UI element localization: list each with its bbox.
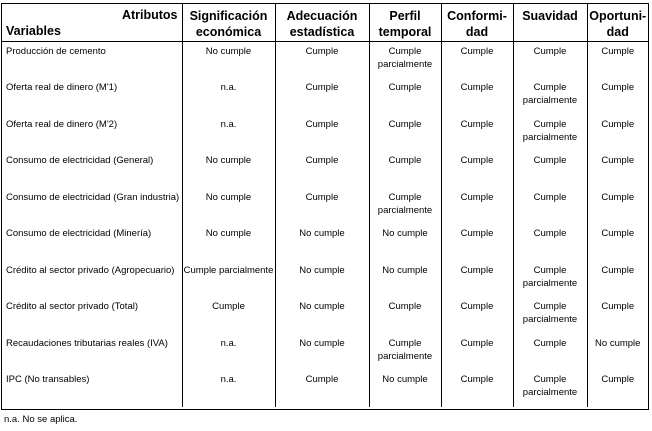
table-cell: Cumple [513,334,587,371]
table-row [2,115,648,152]
header-suavidad: Suavidad [513,4,587,42]
header-adecuacion: Adecuación estadística [275,4,369,42]
table-cell: Cumple parcialmente [513,78,587,115]
table-cell: Cumple [275,370,369,407]
header-conformidad: Conformi- dad [441,4,513,42]
table-cell: Cumple [275,188,369,225]
header-corner-cell [2,4,182,42]
table-cell: Cumple parcialmente [369,42,441,79]
table-cell: Cumple [275,42,369,79]
table-cell: Cumple [587,224,648,261]
table-row [2,78,648,115]
table-row [2,297,648,334]
header-atributos: Atributos [121,8,178,22]
table-cell: Cumple parcialmente [182,261,275,298]
table-cell: Cumple parcialmente [369,334,441,371]
table-cell: Cumple [513,188,587,225]
table-header-row [2,4,648,42]
table-cell: Cumple [513,42,587,79]
table-cell: Cumple [441,151,513,188]
row-label: Producción de cemento [6,46,106,57]
table-cell: Cumple [587,297,648,334]
table-cell: Cumple [369,297,441,334]
table-cell: No cumple [369,370,441,407]
table-cell: No cumple [587,334,648,371]
table-cell: No cumple [182,188,275,225]
table-cell: Cumple [441,370,513,407]
table-cell: No cumple [275,224,369,261]
table-cell: Cumple [275,78,369,115]
table-cell: Cumple [587,151,648,188]
table-cell: Cumple [182,297,275,334]
row-label: Oferta real de dinero (M'2) [6,118,118,130]
table-cell: Cumple [441,115,513,152]
header-significacion: Significación económica [182,4,275,42]
table-cell: No cumple [369,224,441,261]
table-cell: Cumple [441,334,513,371]
table-cell: Cumple [369,151,441,188]
table-cell: Cumple [369,78,441,115]
table-cell: Cumple parcialmente [513,261,587,298]
table-row [2,188,648,225]
table-cell: Cumple [441,261,513,298]
table-cell: Cumple [441,188,513,225]
table-row [2,261,648,298]
header-variables: Variables [6,24,61,38]
row-label: Consumo de electricidad (Minería) [6,228,152,239]
table-cell: No cumple [182,151,275,188]
table-cell: Cumple [587,188,648,225]
table-cell: Cumple [441,224,513,261]
table-row [2,151,648,188]
table-cell: Cumple [441,42,513,79]
attributes-table-frame [1,3,649,410]
table-cell: Cumple [513,224,587,261]
table-cell: Cumple [513,151,587,188]
table-cell: Cumple [275,151,369,188]
row-label: Recaudaciones tributarias reales (IVA) [6,337,168,349]
row-label: Consumo de electricidad (Gran industria) [6,191,180,203]
table-cell: No cumple [369,261,441,298]
table-row [2,224,648,261]
attributes-table [2,4,648,407]
table-cell: No cumple [275,297,369,334]
table-row [2,42,648,79]
table-cell: Cumple parcialmente [513,370,587,407]
table-cell: Cumple [587,78,648,115]
table-cell: No cumple [275,334,369,371]
table-cell: n.a. [182,78,275,115]
row-label: Crédito al sector privado (Agropecuario) [6,264,175,276]
row-label: Consumo de electricidad (General) [6,155,154,166]
table-cell: Cumple [587,370,648,407]
header-oportunidad: Oportuni- dad [587,4,648,42]
table-cell: No cumple [275,261,369,298]
table-cell: Cumple [441,78,513,115]
table-cell: Cumple [587,261,648,298]
table-cell: n.a. [182,115,275,152]
table-cell: Cumple [369,115,441,152]
table-cell: Cumple parcialmente [513,115,587,152]
table-cell: Cumple [441,297,513,334]
table-cell: Cumple [275,115,369,152]
table-cell: Cumple [587,42,648,79]
table-cell: Cumple parcialmente [513,297,587,334]
table-cell: n.a. [182,370,275,407]
row-label: Oferta real de dinero (M'1) [6,82,118,93]
table-cell: No cumple [182,224,275,261]
table-cell: n.a. [182,334,275,371]
table-cell: Cumple [587,115,648,152]
row-label: Crédito al sector privado (Total) [6,301,138,312]
table-row [2,370,648,407]
header-perfil: Perfil temporal [369,4,441,42]
table-cell: Cumple parcialmente [369,188,441,225]
table-row [2,334,648,371]
row-label: IPC (No transables) [6,374,90,385]
table-cell: No cumple [182,42,275,79]
footnote: n.a. No se aplica. [4,414,78,425]
